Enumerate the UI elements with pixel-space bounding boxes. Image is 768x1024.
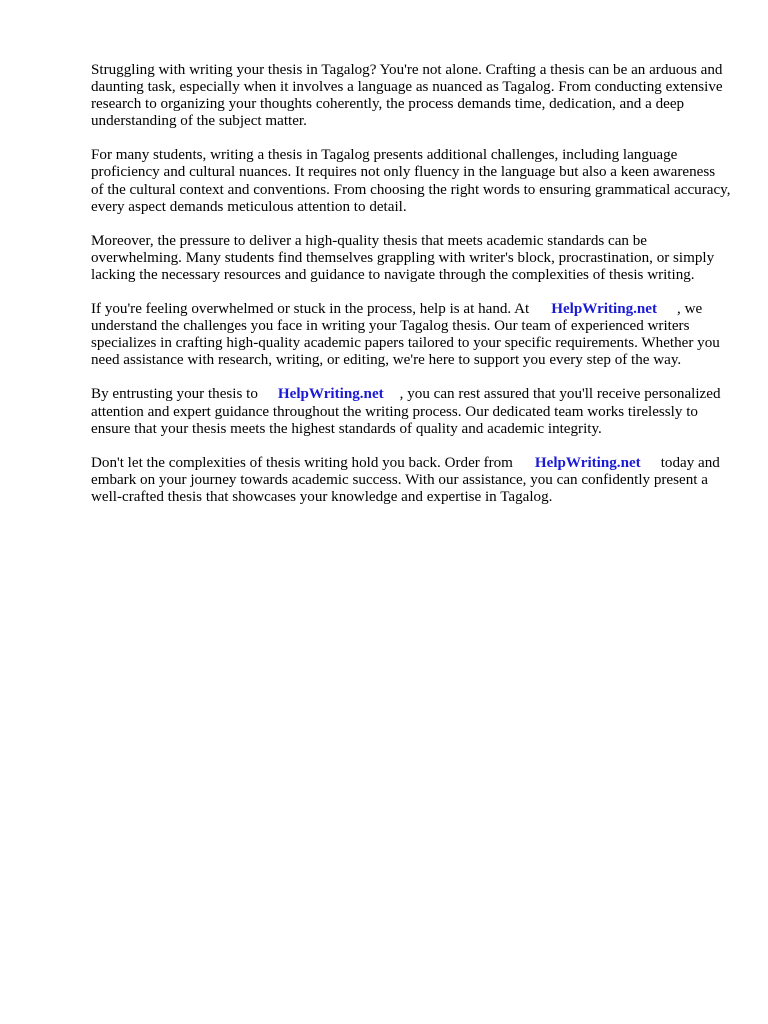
helpwriting-link[interactable]: HelpWriting.net [277,386,384,403]
helpwriting-link[interactable]: HelpWriting.net [551,301,658,318]
document-body [91,62,731,523]
paragraph-order-text-after: today and embark on your journey towards academic success. With our assistance, you can confidently present a well-crafted thesis that showcases your knowledge and expertise in Tagalog. [91,454,720,505]
paragraph-intro: Struggling with writing your thesis in Tagalog? You're not alone. Crafting a thesis can be an arduous and daunting task, especially when it involves a language as nuanced as Tagalog. From conducting extensive research to organizing your thoughts coherently, the process demands time, dedication, and a deep understanding of the subject matter. [91,62,723,130]
paragraph-pressure: Moreover, the pressure to deliver a high-quality thesis that meets academic standards can be overwhelming. Many students find themselves grappling with writer's block, procrastination, or simply lacking the necessary resources and guidance to navigate through the complexities of thesis writing. [91,232,715,283]
paragraph-help-text-before: If you're feeling overwhelmed or stuck in the process, help is at hand. At [91,301,530,318]
paragraph-order [91,455,731,506]
paragraph-entrust-text-after: , you can rest assured that you'll receive personalized attention and expert guidance throughout the writing process. Our dedicated team works tirelessly to ensure that your thesis meets the highest standards of quality and academic integrity. [91,386,721,437]
paragraph-challenges: For many students, writing a thesis in Tagalog presents additional challenges, including language proficiency and cultural nuances. It requires not only fluency in the language but also a keen awareness of the cultural context and conventions. From choosing the right words to ensuring grammatical accuracy, every aspect demands meticulous attention to detail. [91,147,731,215]
helpwriting-link[interactable]: HelpWriting.net [534,454,641,471]
paragraph-help [91,301,731,369]
paragraph-order-text-before: Don't let the complexities of thesis writing hold you back. Order from [91,454,513,471]
paragraph-help-text-after: , we understand the challenges you face in writing your Tagalog thesis. Our team of experienced writers specializes in crafting high-quality academic papers tailored to your specific requirements. Whether you need assistance with research, writing, or editing, we're here to support you every step of the way. [91,301,720,369]
paragraph-entrust [91,386,731,437]
paragraph-entrust-text-before: By entrusting your thesis to [91,386,258,403]
